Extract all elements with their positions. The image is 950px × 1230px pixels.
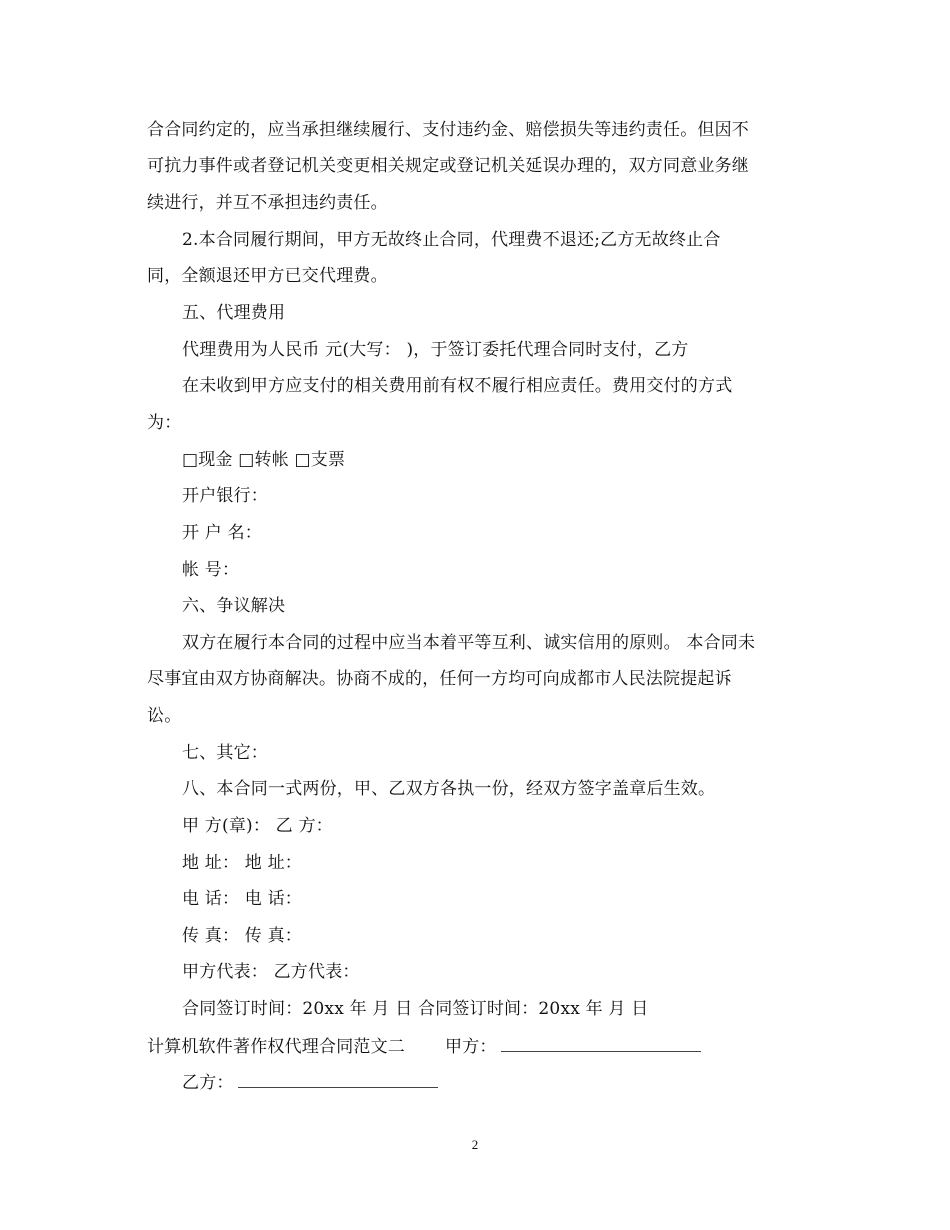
paragraph-line: 八、本合同一式两份，甲、乙双方各执一份，经双方签字盖章后生效。 bbox=[182, 779, 716, 799]
party-b-blank bbox=[238, 1071, 438, 1088]
paragraph-line: 在未收到甲方应支付的相关费用前有权不履行相应责任。费用交付的方式 bbox=[182, 376, 733, 396]
payment-options: □现金 □转帐 □支票 bbox=[182, 450, 346, 470]
account-number-field: 帐 号： bbox=[182, 560, 240, 580]
party-b-label: 乙方： bbox=[182, 1073, 234, 1093]
party-a-label: 甲方： bbox=[445, 1037, 497, 1057]
section-heading-other: 七、其它： bbox=[182, 743, 268, 763]
paragraph-line: 合合同约定的，应当承担继续履行、支付违约金、赔偿损失等违约责任。但因不 bbox=[147, 120, 749, 140]
paragraph-line: 可抗力事件或者登记机关变更相关规定或登记机关延误办理的，双方同意业务继 bbox=[147, 156, 749, 176]
paragraph-line: 2.本合同履行期间，甲方无故终止合同，代理费不退还;乙方无故终止合 bbox=[182, 230, 721, 250]
paragraph-line: 为： bbox=[147, 413, 182, 433]
paragraph-line: 代理费用为人民币 元(大写： )，于签订委托代理合同时支付，乙方 bbox=[182, 340, 689, 360]
section-heading-fee: 五、代理费用 bbox=[182, 303, 286, 323]
paragraph-line: 同，全额退还甲方已交代理费。 bbox=[147, 266, 388, 286]
contract-title-line bbox=[147, 1035, 701, 1058]
signature-date-line: 合同签订时间：20xx 年 月 日 合同签订时间：20xx 年 月 日 bbox=[182, 999, 649, 1019]
signature-phone-line: 电 话： 电 话： bbox=[182, 889, 303, 909]
page-number: 2 bbox=[471, 1137, 479, 1152]
party-a-blank bbox=[501, 1035, 701, 1052]
paragraph-line: 讼。 bbox=[147, 706, 182, 726]
paragraph-line: 双方在履行本合同的过程中应当本着平等互利、诚实信用的原则。 本合同未 bbox=[182, 633, 756, 653]
bank-field: 开户银行： bbox=[182, 486, 268, 506]
section-heading-dispute: 六、争议解决 bbox=[182, 596, 286, 616]
signature-representative-line: 甲方代表： 乙方代表： bbox=[182, 962, 360, 982]
party-b-line bbox=[182, 1071, 438, 1094]
account-name-field: 开 户 名： bbox=[182, 523, 263, 543]
paragraph-line: 尽事宜由双方协商解决。协商不成的，任何一方均可向成都市人民法院提起诉 bbox=[147, 669, 732, 689]
paragraph-line: 续进行，并互不承担违约责任。 bbox=[147, 193, 388, 213]
signature-party-line: 甲 方(章)： 乙 方： bbox=[182, 816, 333, 836]
signature-fax-line: 传 真： 传 真： bbox=[182, 926, 303, 946]
contract-title: 计算机软件著作权代理合同范文二 bbox=[147, 1037, 405, 1057]
signature-address-line: 地 址： 地 址： bbox=[182, 853, 303, 873]
